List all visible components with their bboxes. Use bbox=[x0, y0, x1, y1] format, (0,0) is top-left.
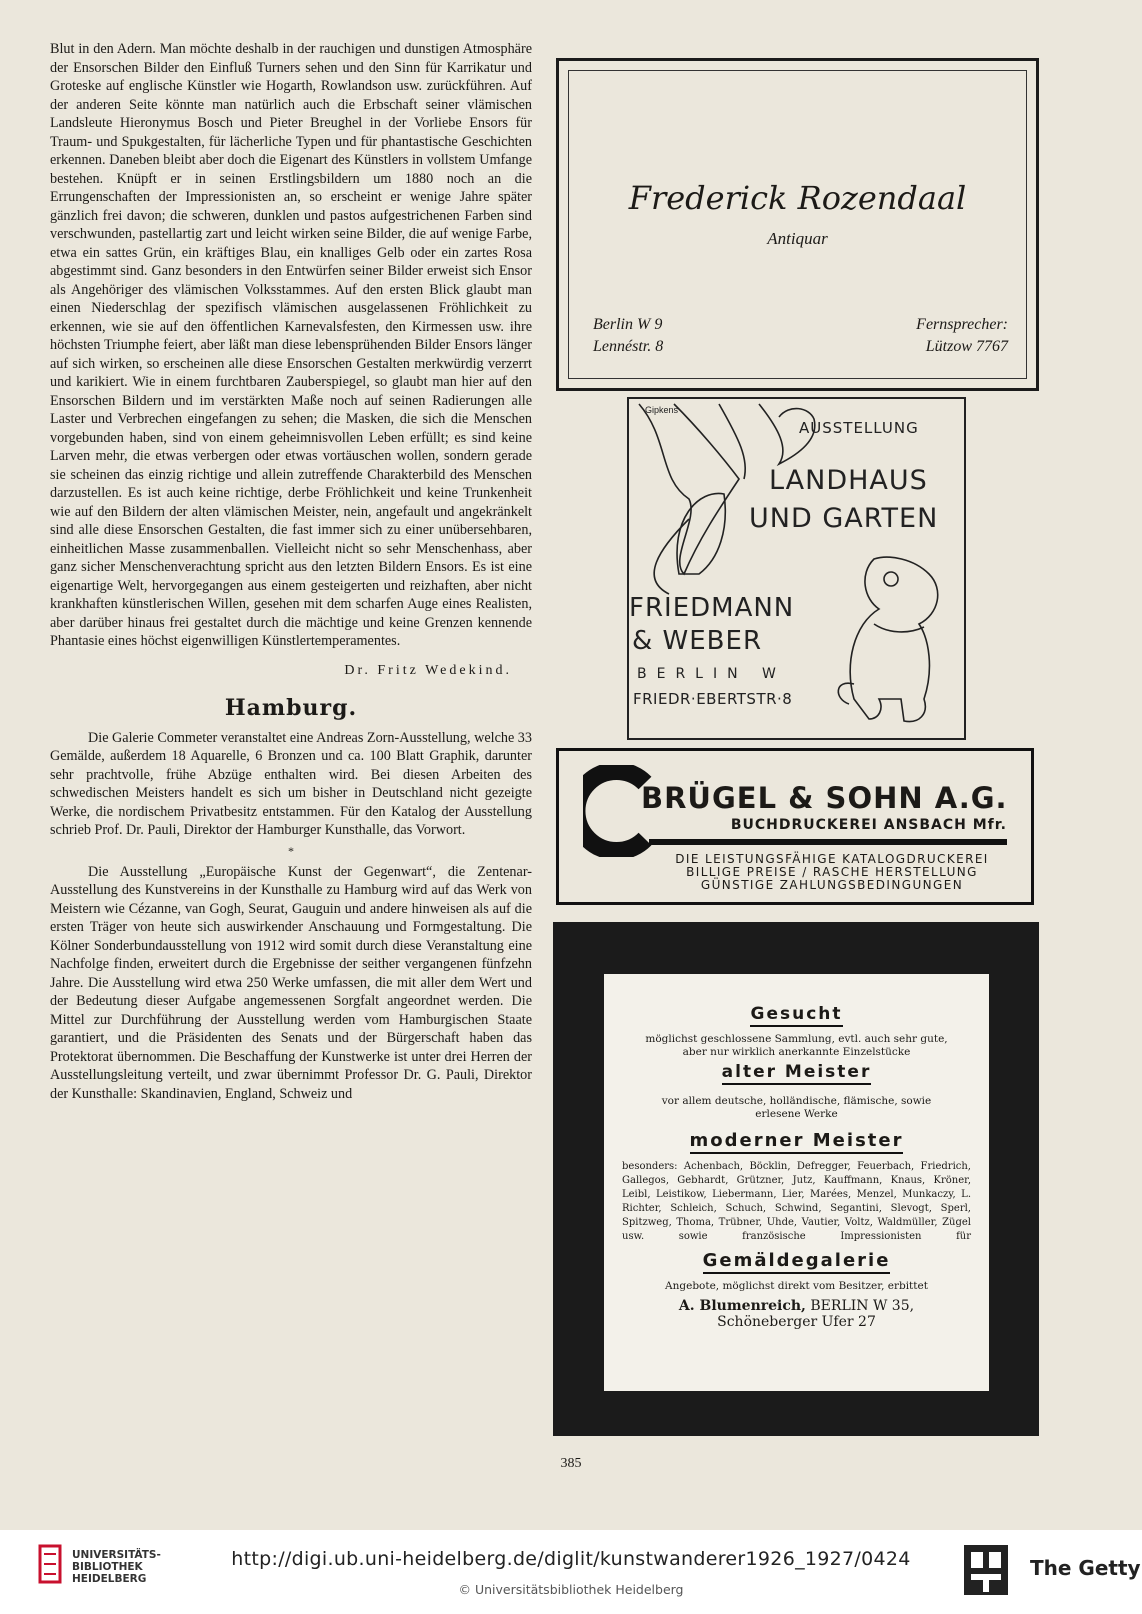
ad-rozendaal-street: Lennéstr. 8 bbox=[593, 338, 664, 355]
ad-landhaus-line6: BERLIN W bbox=[637, 666, 786, 682]
article-paragraph-ensor: Blut in den Adern. Man möchte deshalb in der rauchigen und dunstigen Atmosphäre der Ensorschen Bilder den Einfluß Turners sehen und den Sinn für Karrikatur und Groteske auf englische Künstler wie Hogarth, Rowlandson usw. zurückführen. Auf der anderen Seite könnte man natürlich auch die Erbschaft seiner vlämischen Landsleute Hieronymus Bosch und Pieter Breughel in der Vorliebe Ensors für Traum- und Spukgestalten, für lächerliche Typen und für phantastische Geschichten erkennen. Daneben bleibt aber doch die Eigenart des Künstlers in vollstem Umfange bestehen. Knüpft er in seinen Erstlingsbildern um 1880 noch an die Errungenschaften der Impressionisten an, so erscheint er wenige Jahre später gänzlich frei davon; die schweren, dunklen und pastos aufgestrichenen Farben sind verschwunden, pastellartig zart und leicht wirken seine Bilder, die auf wenige Farbe, etwa ein sattes Grün, ein kräftiges Blau, ein knalliges Gelb oder ein zartes Rosa abgestimmt sind. Ganz besonders in den Entwürfen seiner Bilder erweist sich Ensor als Angehöriger des vlämischen Volksstammes. Auf den ersten Blick glaubt man einen Niederschlag der spezifisch vlämischen ausgelassenen Fröhlichkeit zu erkennen, wie sie auf den öffentlichen Karnevalsfesten, den Kirmessen usw. ihre höchsten Triumphe feiert, aber läßt man diese lebensprühenden Bilder Ensors länger auf sich wirken, so erscheinen alle diese Ensorschen Gestalten merkwürdig verzerrt und karikiert. Wie in einem furchtbaren Zauberspiegel, so glaubt man hier auf den Ensorschen Bildern und im verstärkten Maße noch auf seinen Radierungen alle Laster und Verbrechen eingefangen zu sehen; die Masken, die sich die Menschen vorgebunden haben, sind von einem geheimnisvollen Leben erfüllt; es sind keine Larven mehr, die etwas verbergen oder etwas vortäuschen wollen, sondern gerade sie scheinen das einzig richtige und allein zutreffende Charakterbild des Menschen darzustellen. Es ist auch keine richtige, derbe Fröhlichkeit und keine Trunkenheit wie auf den Bildern der alten vlämischen Meister, nein, angefault und angekränkelt sind alle diese Ensorschen Gestalten, die fast immer sich zu einer unübersehbaren, einheitlichen Masse zusammenballen. Vielleicht nicht so sehr Menschenhass, aber ganz sicher Menschenverachtung spricht aus den letzten Bildern Ensors. Es ist eine eigenartige Welt, hervorgegangen aus einem gesteigerten und reizhaften, aber nicht krankhaften künstlerischen Willen, gesehen mit dem scharfen Auge eines Realisten, aber darüber hinaus frei gestaltet durch die mächtige und keine Grenzen kennende Phantasie eines höchst eigenwilligen Künstlertemperamentes. bbox=[50, 41, 532, 649]
dog-outline bbox=[850, 557, 938, 721]
ad-blumenreich-text2: vor allem deutsche, holländische, flämische, sowie erlesene Werke bbox=[661, 1095, 932, 1120]
ad-blumenreich-heading-galerie: Gemäldegalerie bbox=[703, 1250, 891, 1274]
ad-landhaus-line3: UND GARTEN bbox=[749, 503, 939, 534]
ad-bruegel-title: BRÜGEL & SOHN A.G. bbox=[641, 781, 1008, 815]
ad-rozendaal-profession: Antiquar bbox=[767, 229, 828, 248]
ad-bruegel-line1: DIE LEISTUNGSFÄHIGE KATALOGDRUCKEREI bbox=[675, 852, 989, 866]
getty-logo-icon bbox=[963, 1544, 1009, 1596]
ad-landhaus-line5: & WEBER bbox=[632, 626, 763, 656]
permalink-url[interactable]: http://digi.ub.uni-heidelberg.de/diglit/kunstwanderer1926_1927/0424 bbox=[231, 1548, 911, 1570]
ad-landhaus-illustration bbox=[629, 399, 964, 738]
page-number: 385 bbox=[560, 1456, 582, 1471]
ad-blumenreich-city: BERLIN W 35, bbox=[810, 1297, 915, 1314]
ad-landhaus-line4: FRIEDMANN bbox=[629, 593, 795, 623]
separator-star: * bbox=[288, 843, 294, 858]
ad-blumenreich-text1: möglichst geschlossene Sammlung, evtl. auch sehr gute, aber nur wirklich anerkannte Einzelstücke bbox=[645, 1033, 948, 1058]
section-title-hamburg: Hamburg. bbox=[224, 694, 358, 721]
ad-bruegel-divider bbox=[649, 839, 1007, 845]
ad-rozendaal-name: Frederick Rozendaal bbox=[628, 179, 967, 217]
ad-landhaus-line7: FRIEDR·EBERTSTR·8 bbox=[633, 690, 793, 708]
author-signature: Dr. Fritz Wedekind. bbox=[344, 662, 512, 678]
ad-rozendaal-phone: Lützow 7767 bbox=[925, 338, 1008, 355]
ad-blumenreich bbox=[553, 922, 1039, 1436]
dog-eye bbox=[884, 572, 898, 586]
ad-blumenreich-sender: A. Blumenreich, bbox=[678, 1297, 806, 1314]
ad-blumenreich-sender-line bbox=[604, 1298, 989, 1314]
ad-bruegel-sohn bbox=[556, 748, 1034, 905]
ad-landhaus-line2: LANDHAUS bbox=[769, 465, 928, 496]
ad-rozendaal-city: Berlin W 9 bbox=[593, 316, 663, 333]
library-name-line1: UNIVERSITÄTS- bbox=[72, 1549, 161, 1561]
ad-bruegel-line2: BILLIGE PREISE / RASCHE HERSTELLUNG bbox=[686, 865, 978, 879]
ad-rozendaal-phone-block bbox=[916, 314, 1008, 358]
flower-petal-mid bbox=[719, 404, 745, 479]
ad-landhaus-line1: AUSSTELLUNG bbox=[799, 419, 919, 437]
ad-rozendaal-frame bbox=[568, 70, 1027, 379]
article-column bbox=[50, 40, 532, 1103]
ad-blumenreich-card bbox=[604, 974, 989, 1391]
library-name-line3: HEIDELBERG bbox=[72, 1573, 147, 1585]
ad-blumenreich-text4: Angebote, möglichst direkt vom Besitzer, erbittet bbox=[665, 1280, 928, 1292]
ad-blumenreich-text3: besonders: Achenbach, Böcklin, Defregger, Feuerbach, Friedrich, Gallegos, Gebhardt, Grützner, Jutz, Kauffmann, Knaus, Kröner, Leibl, Leistikow, Liebermann, Lier, Marées, Menzel, Munkaczy, L. Richter, Schleich, Schuch, Schwind, Segantini, Slevogt, Sperl, Spitzweg, Thoma, Trübner, Uhde, Vautier, Voltz, Waldmüller, Zügel usw. sowie französische Impressionisten für bbox=[622, 1161, 971, 1242]
ad-blumenreich-address: Schöneberger Ufer 27 bbox=[717, 1313, 876, 1330]
article-paragraph-zorn: Die Galerie Commeter veranstaltet eine Andreas Zorn-Ausstellung, welche 33 Gemälde, außerdem 18 Aquarelle, 6 Bronzen und ca. 100 Blatt Graphik, darunter sehr prachtvolle, frühe Abzüge enthalten wird. Bei diesen Arbeiten des schwedischen Meisters handelt es sich um bisher in Deutschland nicht gezeigte Werke, die nordischem Privatbesitz entstammen. Für den Katalog der Ausstellung schrieb Prof. Dr. Pauli, Direktor der Hamburger Kunsthalle, das Vorwort. bbox=[50, 729, 532, 838]
library-name-line2: BIBLIOTHEK bbox=[72, 1561, 143, 1573]
footer-bar bbox=[0, 1530, 1142, 1614]
flower-stem bbox=[654, 519, 689, 594]
ad-rozendaal bbox=[556, 58, 1039, 391]
flower-bulb bbox=[677, 493, 725, 574]
article-paragraph-exhibition: Die Ausstellung „Europäische Kunst der Gegenwart“, die Zentenar-Ausstellung des Kunstvereins in der Kunsthalle zu Hamburg wird auf das Werk von Meistern wie Cézanne, van Gogh, Seurat, Gauguin und andere hinweisen als auf die ersten Träger von heute sich auswirkender Anschauung und Formgestaltung. Die Kölner Sonderbundausstellung von 1912 wird somit durch diese Veranstaltung eine Nachfolge finden, erweitert durch die Ergebnisse der seither vergangenen fünfzehn Jahre. Die Ausstellung wird etwa 250 Werke umfassen, die mit aller dem Wert und der Bedeutung dieser Aufgabe angemessenen Sorgfalt angeordnet werden. Die Mittel zur Durchführung der Ausstellung werden vom Hamburgischen Staate garantiert, und die Präsidenten des Senats und der Bürgerschaft haben das Protektorat übernommen. Die Beschaffung der Kunstwerke ist unter drei Herren der Ausstellungsleitung verteilt, und zwar übernimmt Professor Dr. G. Pauli, Direktor der Kunsthalle: Skandinavien, England, Schweiz und bbox=[50, 863, 532, 1102]
ad-landhaus-artist: Gipkens bbox=[645, 405, 679, 415]
ad-blumenreich-heading-alte: alter Meister bbox=[722, 1062, 872, 1085]
ad-rozendaal-address bbox=[593, 314, 663, 358]
ad-blumenreich-heading-moderne: moderner Meister bbox=[690, 1130, 904, 1154]
getty-name: The Getty bbox=[1030, 1556, 1141, 1580]
ad-bruegel-line3: GÜNSTIGE ZAHLUNGSBEDINGUNGEN bbox=[700, 878, 964, 892]
ad-rozendaal-phone-label: Fernsprecher: bbox=[916, 316, 1008, 333]
ad-blumenreich-heading-gesucht: Gesucht bbox=[750, 1004, 842, 1027]
dog-collar bbox=[874, 624, 924, 632]
copyright-notice: © Universitätsbibliothek Heidelberg bbox=[458, 1582, 684, 1597]
ad-bruegel-subtitle: BUCHDRUCKEREI ANSBACH Mfr. bbox=[730, 817, 1007, 833]
flower-petal-left bbox=[639, 404, 739, 574]
ad-landhaus-garten bbox=[627, 397, 966, 740]
